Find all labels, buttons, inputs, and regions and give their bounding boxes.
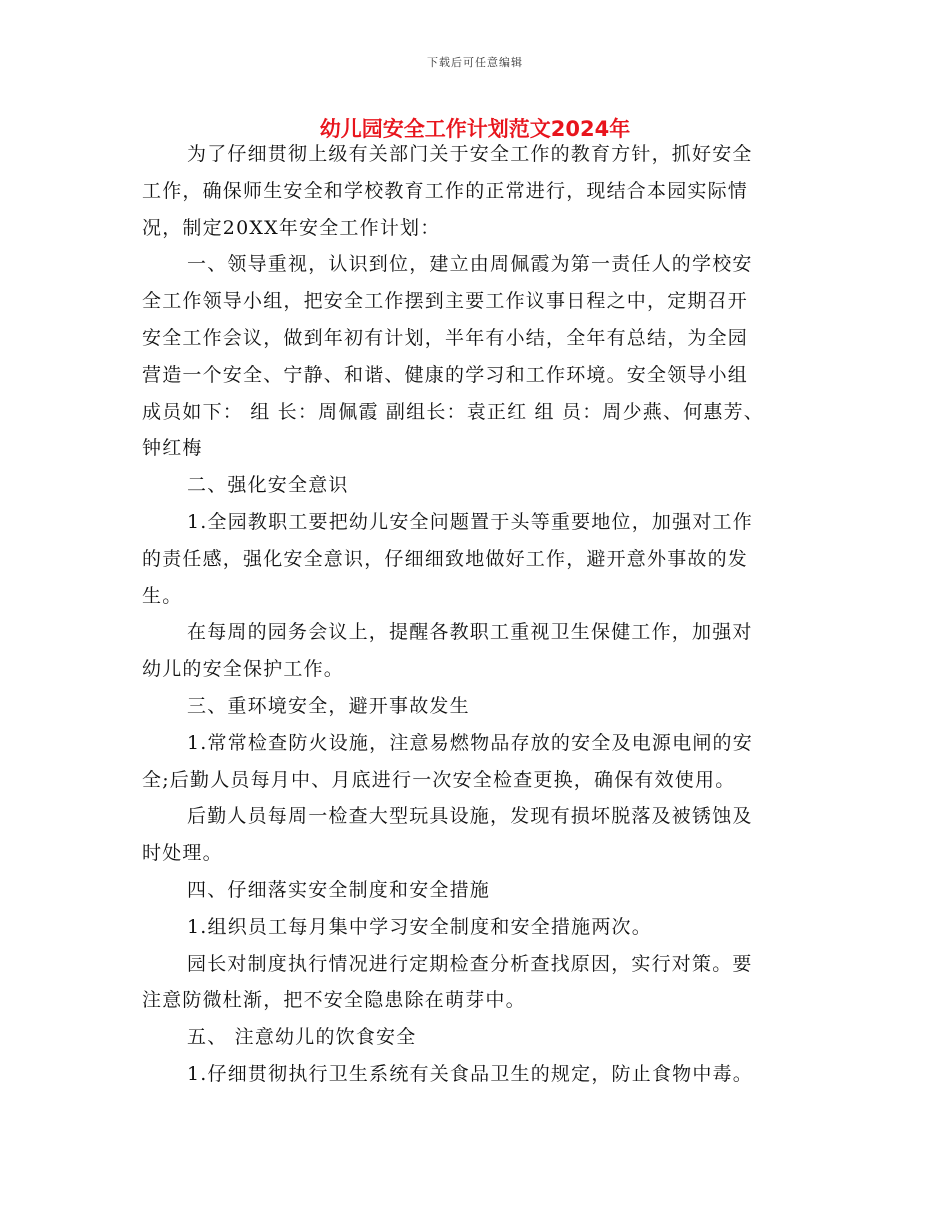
paragraph-line: 安全工作会议，做到年初有计划，半年有小结，全年有总结，为全园 bbox=[142, 326, 749, 349]
paragraph-line: 在每周的园务会议上，提醒各教职工重视卫生保健工作，加强对 bbox=[187, 621, 753, 644]
paragraph-line: 钟红梅 bbox=[142, 437, 203, 460]
paragraph-line: 幼儿的安全保护工作。 bbox=[142, 658, 345, 681]
document-body bbox=[142, 136, 822, 1093]
section-heading: 五、 注意幼儿的饮食安全 bbox=[187, 1026, 417, 1049]
document-title: 幼儿园安全工作计划范文2024年 bbox=[319, 117, 631, 141]
paragraph-line: 1.组织员工每月集中学习安全制度和安全措施两次。 bbox=[187, 915, 652, 938]
paragraph-line: 全工作领导小组，把安全工作摆到主要工作议事日程之中，定期召开 bbox=[142, 290, 749, 313]
section-heading: 四、仔细落实安全制度和安全措施 bbox=[187, 878, 491, 901]
paragraph-line: 1.仔细贯彻执行卫生系统有关食品卫生的规定，防止食物中毒。 bbox=[187, 1062, 753, 1085]
paragraph-line: 全;后勤人员每月中、月底进行一次安全检查更换，确保有效使用。 bbox=[142, 768, 736, 791]
paragraph-line: 营造一个安全、宁静、和谐、健康的学习和工作环境。安全领导小组 bbox=[142, 363, 749, 386]
paragraph-line: 时处理。 bbox=[142, 842, 223, 865]
paragraph-line: 1.常常检查防火设施，注意易燃物品存放的安全及电源电闸的安 bbox=[187, 731, 753, 754]
paragraph-line: 后勤人员每周一检查大型玩具设施，发现有损坏脱落及被锈蚀及 bbox=[187, 805, 753, 828]
paragraph-line: 园长对制度执行情况进行定期检查分析查找原因，实行对策。要 bbox=[187, 952, 753, 975]
paragraph-line: 生。 bbox=[142, 584, 183, 607]
paragraph-line: 况，制定20XX年安全工作计划： bbox=[142, 216, 441, 239]
section-heading: 三、重环境安全，避开事故发生 bbox=[187, 694, 470, 717]
header-note: 下载后可任意编辑 bbox=[427, 56, 523, 69]
paragraph-line: 为了仔细贯彻上级有关部门关于安全工作的教育方针，抓好安全 bbox=[187, 143, 753, 165]
section-heading: 二、强化安全意识 bbox=[187, 474, 349, 497]
paragraph-line: 成员如下： 组 长：周佩霞 副组长：袁正红 组 员：周少燕、何惠芳、 bbox=[142, 400, 764, 423]
paragraph-line: 注意防微杜渐，把不安全隐患除在萌芽中。 bbox=[142, 989, 526, 1012]
paragraph-line: 的责任感，强化安全意识，仔细细致地做好工作，避开意外事故的发 bbox=[142, 547, 749, 570]
paragraph-line: 1.全园教职工要把幼儿安全问题置于头等重要地位，加强对工作 bbox=[187, 510, 753, 533]
paragraph-line: 工作，确保师生安全和学校教育工作的正常进行，现结合本园实际情 bbox=[142, 179, 749, 202]
paragraph-line: 一、领导重视，认识到位，建立由周佩霞为第一责任人的学校安 bbox=[187, 253, 753, 276]
